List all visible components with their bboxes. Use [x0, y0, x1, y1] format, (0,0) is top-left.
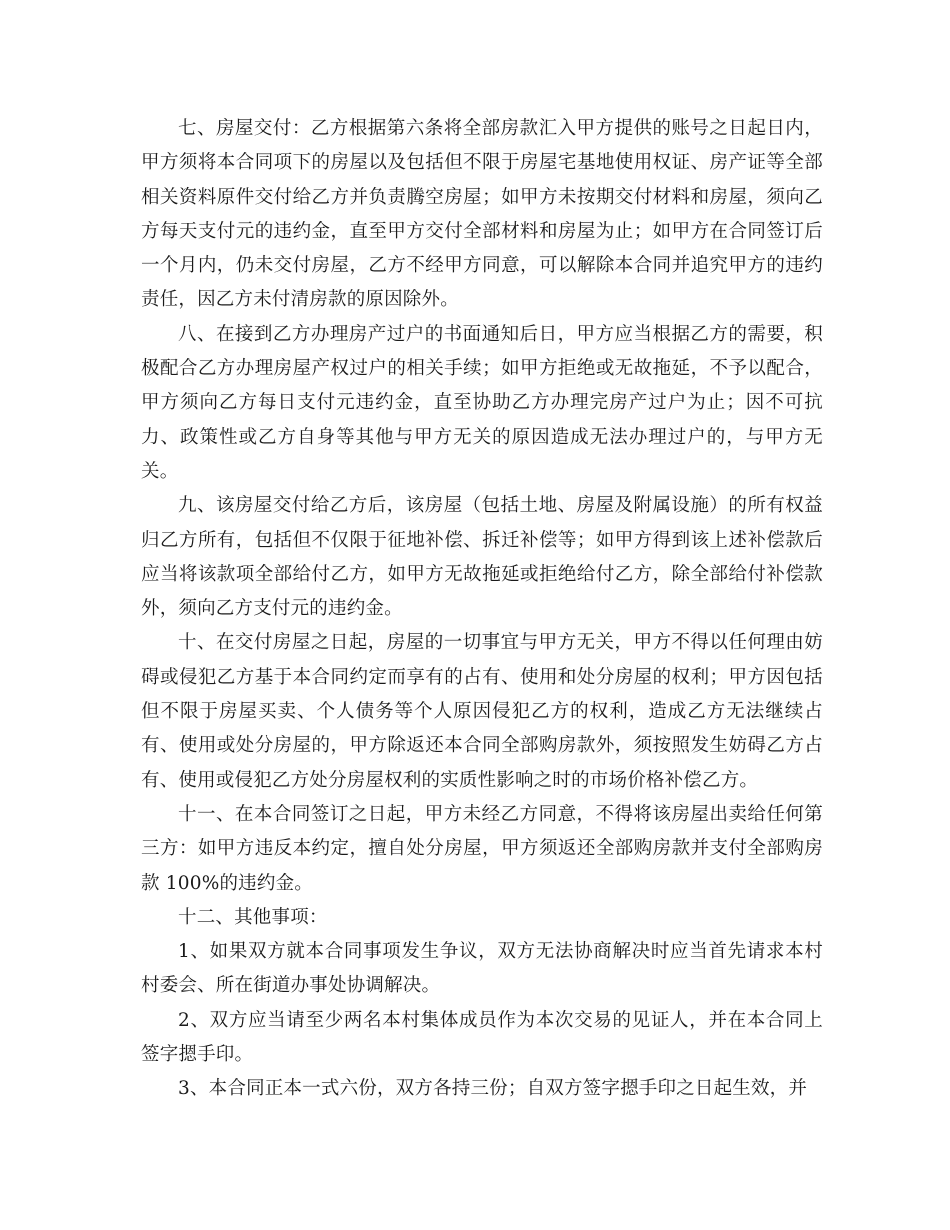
- clause-12-item-2: 2、双方应当请至少两名本村集体成员作为本次交易的见证人，并在本合同上签字摁手印。: [141, 1009, 823, 1066]
- clause-11-no-resale: 十一、在本合同签订之日起，甲方未经乙方同意，不得将该房屋出卖给任何第三方：如甲方违反本约定，擅自处分房屋，甲方须返还全部购房款并支付全部购房款 100%的违约金。: [141, 803, 823, 894]
- clause-8-transfer-registration: 八、在接到乙方办理房产过户的书面通知后日，甲方应当根据乙方的需要，积极配合乙方办理房屋产权过户的相关手续；如甲方拒绝或无故拖延，不予以配合，甲方须向乙方每日支付元违约金，直至协助乙方办理完房产过户为止；因不可抗力、政策性或乙方自身等其他与甲方无关的原因造成无法办理过户的，与甲方无关。: [141, 323, 823, 482]
- clause-12-heading: 十二、其他事项：: [178, 906, 328, 928]
- clause-7-house-delivery: 七、房屋交付：乙方根据第六条将全部房款汇入甲方提供的账号之日起日内，甲方须将本合同项下的房屋以及包括但不限于房屋宅基地使用权证、房产证等全部相关资料原件交付给乙方并负责腾空房屋；如甲方未按期交付材料和房屋，须向乙方每天支付元的违约金，直至甲方交付全部材料和房屋为止；如甲方在合同签订后一个月内，仍未交付房屋，乙方不经甲方同意，可以解除本合同并追究甲方的违约责任，因乙方未付清房款的原因除外。: [141, 118, 823, 311]
- clause-9-property-rights: 九、该房屋交付给乙方后，该房屋（包括土地、房屋及附属设施）的所有权益归乙方所有，包括但不仅限于征地补偿、拆迁补偿等；如甲方得到该上述补偿款后应当将该款项全部给付乙方，如甲方无故拖延或拒绝给付乙方，除全部给付补偿款外，须向乙方支付元的违约金。: [141, 495, 823, 620]
- contract-body: [141, 112, 823, 1107]
- clause-12-item-3: 3、本合同正本一式六份，双方各持三份；自双方签字摁手印之日起生效，并: [178, 1078, 808, 1100]
- clause-12-item-1: 1、如果双方就本合同事项发生争议，双方无法协商解决时应当首先请求本村村委会、所在街道办事处协调解决。: [141, 941, 823, 997]
- clause-10-no-interference: 十、在交付房屋之日起，房屋的一切事宜与甲方无关，甲方不得以任何理由妨碍或侵犯乙方基于本合同约定而享有的占有、使用和处分房屋的权利；甲方因包括但不限于房屋买卖、个人债务等个人原因侵犯乙方的权利，造成乙方无法继续占有、使用或处分房屋的，甲方除返还本合同全部购房款外，须按照发生妨碍乙方占有、使用或侵犯乙方处分房屋权利的实质性影响之时的市场价格补偿乙方。: [141, 632, 823, 791]
